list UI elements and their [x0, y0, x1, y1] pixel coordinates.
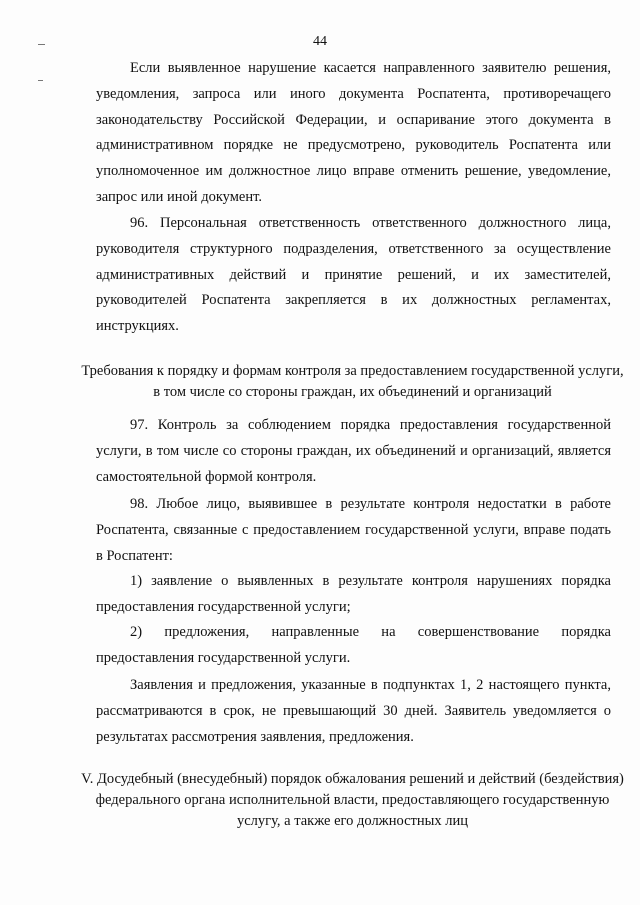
- paragraph-97: 97. Контроль за соблюдением порядка предоставления государственной услуги, в том числе со стороны граждан, их объединений и организаций, является самостоятельной формой контроля.: [96, 417, 611, 485]
- paragraph-96: 96. Персональная ответственность ответственного должностного лица, руководителя структурного подразделения, ответственного за осуществление административных действий и принятие решений, и их заместителей, руководителей Роспатента закрепляется в их должностных регламентах, инструкциях.: [96, 215, 611, 335]
- heading-section-5: V. Досудебный (внесудебный) порядок обжалования решений и действий (бездействия) федерального органа исполнительной власти, предоставляющего государственную услугу, а также его должностных лиц: [81, 771, 624, 829]
- list-item-2: 2) предложения, направленные на совершенствование порядка предоставления государственной услуги.: [96, 624, 611, 666]
- paragraph-98: 98. Любое лицо, выявившее в результате контроля недостатки в работе Роспатента, связанные с предоставлением государственной услуги, вправе подать в Роспатент:: [96, 496, 611, 564]
- heading-control-requirements: Требования к порядку и формам контроля за предоставлением государственной услуги, в том числе со стороны граждан, их объединений и организаций: [81, 363, 624, 400]
- list-item-1: 1) заявление о выявленных в результате контроля нарушениях порядка предоставления государственной услуги;: [96, 573, 611, 615]
- paragraph-violation-document: Если выявленное нарушение касается направленного заявителю решения, уведомления, запроса или иного документа Роспатента, противоречащего законодательству Российской Федерации, и оспаривание этого документа в административном порядке не предусмотрено, руководитель Роспатента или уполномоченное им должностное лицо вправе отменить решение, уведомление, запрос или иной документ.: [96, 60, 611, 205]
- page-number: 44: [313, 34, 327, 49]
- scan-artifact-mark: [38, 80, 43, 81]
- paragraph-statements: Заявления и предложения, указанные в подпунктах 1, 2 настоящего пункта, рассматриваются в срок, не превышающий 30 дней. Заявитель уведомляется о результатах рассмотрения заявления, предложения.: [96, 677, 611, 745]
